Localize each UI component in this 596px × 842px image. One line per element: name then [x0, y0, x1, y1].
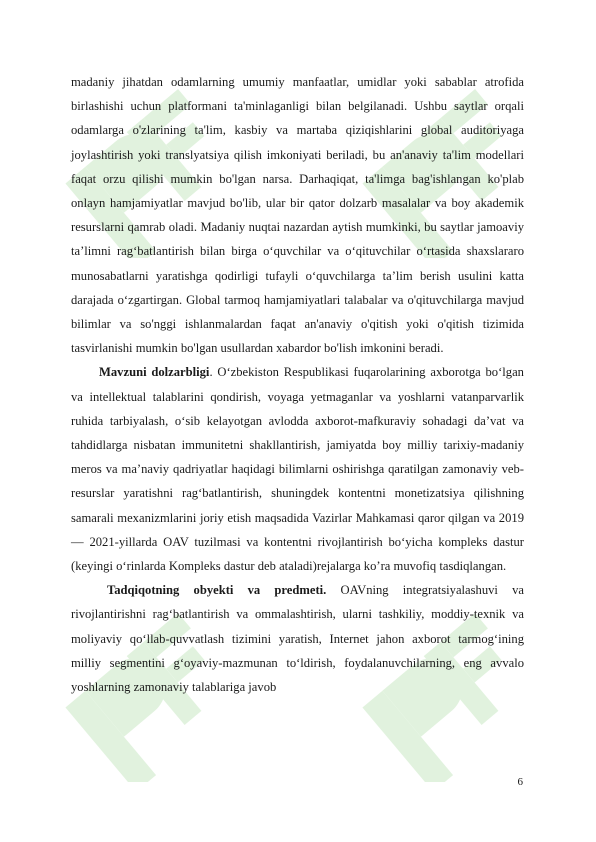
paragraph-3: [71, 578, 524, 699]
relevance-text: . O‘zbekiston Respublikasi fuqarolarining axborotga bo‘lgan va intellektual talablarini qondirish, voyaga yetmaganlar va yoshlarni vatanparvarlik ruhida tarbiyalash, o‘sib kelayotgan avlodda axborot-mafkuraviy sohadagi da’vat va tahdidlarga nisbatan immunitetni shakllantirish, jamiyatda boy milliy tarixiy-madaniy meros va ma’naviy qadriyatlar haqidagi bilimlarni oshirishga qaratilgan zamonaviy veb-resurslar yaratishni rag‘batlantirish, shuningdek kontentni monetizatsiya qilishning samarali mexanizmlarini joriy etish maqsadida Vazirlar Mahkamasi qaror qilgan va 2019 — 2021-yillarda OAV tuzilmasi va kontentni rivojlantirish bo‘yicha kompleks dastur (keyingi o‘rinlarda Kompleks dastur deb ataladi)rejalarga ko’ra muvofiq tasdiqlangan.: [71, 365, 524, 574]
object-subject-text: OAVning integratsiyalashuvi va rivojlantirishni rag‘batlantirish va ommalashtirish, ularni tashkiliy, moddiy-texnik va moliyaviy qo‘llab-quvvatlash tizimini yaratish, Internet jahon axborot tarmog‘ining milliy segmentini g‘oyaviy-mazmunan to‘ldirish, foydalanuvchilarning, eng avvalo yoshlarning zamonaviy talablariga javob: [71, 583, 525, 695]
paragraph-1: madaniy jihatdan odamlarning umumiy manfaatlar, umidlar yoki sabablar atrofida birlashishi uchun platformani ta'minlaganligi bilan belgilanadi. Ushbu saytlar orqali odamlarga o'zlarining ta'lim, kasbiy va martaba qiziqishlarini global auditoriyaga joylashtirish yoki translyatsiya qilish imkoniyati beriladi, bu an'anaviy ta'lim modellari faqat orzu qilishi mumkin bo'lgan narsa. Darhaqiqat, ta'limga bag'ishlangan ko'plab onlayn hamjamiyatlar mavjud bo'lib, ular bir qator dolzarb masalalar va boy akademik resurslarni qamrab oladi. Madaniy nuqtai nazardan aytish mumkinki, bu saytlar jamoaviy ta’limni rag‘batlantirish bilan birga o‘quvchilar va o‘qituvchilar o‘rtasida shaxslararo munosabatlarni yaratishga qodirligi tufayli o‘quvchilarga ta’lim berish usulini katta darajada o‘zgartirgan. Global tarmoq hamjamiyatlari talabalar va o'qituvchilarga mavjud bilimlar va so'nggi ishlanmalardan faqat an'anaviy o'qitish yoki o'qitish tizimida tasvirlanishi mumkin bo'lgan usullardan xabardor bo'lish imkonini beradi.: [71, 75, 524, 356]
page-number: 6: [517, 776, 523, 788]
body-text: [71, 70, 524, 699]
object-subject-heading: Tadqiqotning obyekti va predmeti.: [107, 583, 327, 598]
relevance-heading: Mavzuni dolzarbligi: [99, 365, 210, 380]
paragraph-2: [71, 360, 524, 578]
